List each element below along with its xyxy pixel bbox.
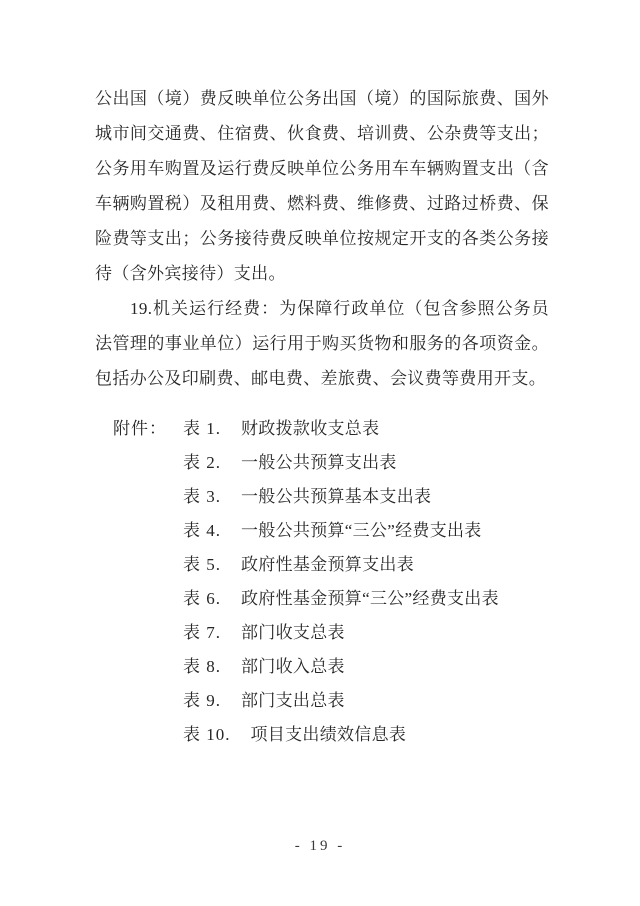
attachment-list-item — [183, 650, 499, 684]
attachment-list-item — [183, 412, 499, 446]
attachment-list-item — [183, 446, 499, 480]
attachments-label: 附件： — [113, 419, 167, 438]
attachment-item-number: 表 4. — [183, 521, 221, 540]
body-text-block — [95, 81, 549, 396]
attachment-item-number: 表 6. — [183, 589, 221, 608]
attachment-list-item — [183, 480, 499, 514]
attachment-item-title: 部门收入总表 — [241, 657, 345, 676]
attachment-item-number: 表 7. — [183, 623, 221, 642]
attachment-item-number: 表 3. — [183, 487, 221, 506]
attachment-list-item — [183, 514, 499, 548]
attachment-item-title: 政府性基金预算支出表 — [241, 555, 414, 574]
paragraph-expense-definition: 公出国（境）费反映单位公务出国（境）的国际旅费、国外城市间交通费、住宿费、伙食费、培训费、公杂费等支出；公务用车购置及运行费反映单位公务用车车辆购置支出（含车辆购置税）及租用费、燃料费、维修费、过路过桥费、保险费等支出；公务接待费反映单位按规定开支的各类公务接待（含外宾接待）支出。 — [95, 89, 549, 283]
attachment-item-title: 一般公共预算基本支出表 — [241, 487, 432, 506]
attachment-item-number: 表 2. — [183, 453, 221, 472]
attachment-item-number: 表 1. — [183, 419, 221, 438]
attachments-section — [113, 412, 499, 752]
attachment-item-title: 部门收支总表 — [241, 623, 345, 642]
attachment-list-item — [183, 616, 499, 650]
attachment-item-title: 项目支出绩效信息表 — [250, 725, 407, 744]
attachment-list-item — [183, 582, 499, 616]
attachment-item-title: 政府性基金预算“三公”经费支出表 — [241, 589, 499, 608]
attachment-item-title: 一般公共预算“三公”经费支出表 — [241, 521, 482, 540]
attachment-list-item — [183, 684, 499, 718]
attachment-item-title: 一般公共预算支出表 — [241, 453, 397, 472]
attachment-item-number: 表 9. — [183, 691, 221, 710]
paragraph-operating-funds: 19.机关运行经费：为保障行政单位（包含参照公务员法管理的事业单位）运行用于购买货物和服务的各项资金。包括办公及印刷费、邮电费、差旅费、会议费等费用开支。 — [95, 299, 549, 388]
attachment-item-number: 表 8. — [183, 657, 221, 676]
attachment-item-number: 表 5. — [183, 555, 221, 574]
attachment-item-title: 部门支出总表 — [241, 691, 345, 710]
attachment-item-title: 财政拨款收支总表 — [241, 419, 380, 438]
attachment-list-item — [183, 718, 499, 752]
attachments-list — [183, 412, 499, 752]
page-number: - 19 - — [294, 838, 346, 854]
attachment-item-number: 表 10. — [183, 725, 231, 744]
attachment-list-item — [183, 548, 499, 582]
